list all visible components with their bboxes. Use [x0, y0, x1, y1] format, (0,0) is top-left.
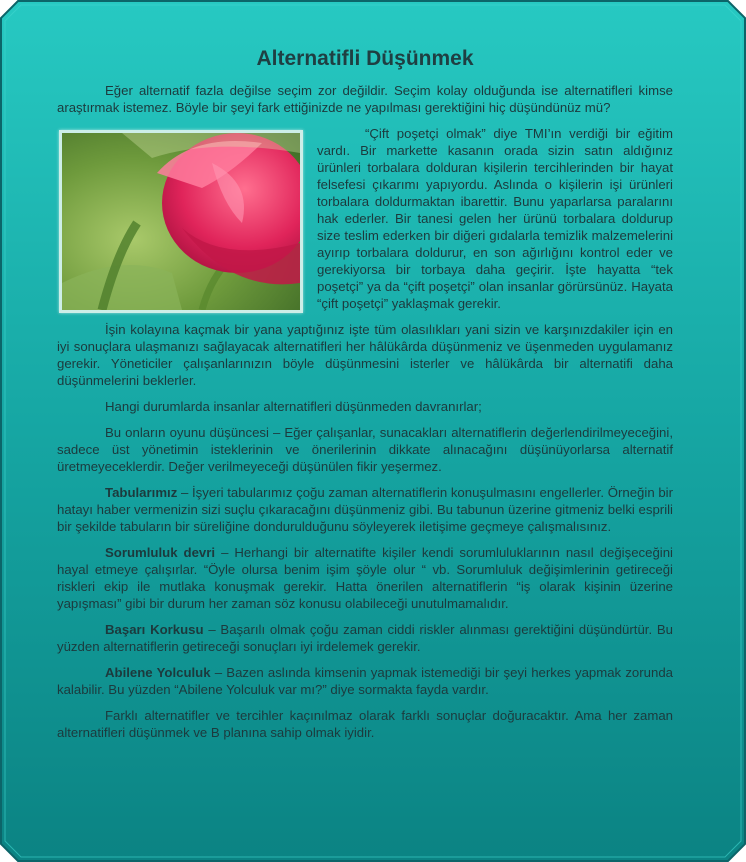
- paragraph-conclusion: Farklı alternatifler ve tercihler kaçınılmaz olarak farklı sonuçlar doğuracaktır. Ama her zaman alternatifleri düşünmek ve B planına sahip olmak iyidir.: [57, 708, 673, 740]
- paragraph-fear-of-success: Başarı Korkusu – Başarılı olmak çoğu zaman ciddi riskler alınması gerektiğini düşündürtür. Bu yüzden alternatiflerin getireceği sonuçları iyi irdelemek gerekir.: [57, 622, 673, 654]
- paragraph-responsibility: Sorumluluk devri – Herhangi bir alternatifte kişiler kendi sorumluluklarının nasıl değişeceğini hayal etmeye çalışırlar. “Öyle olursa benim işim şöyle olur “ vb. Sorumluluk değişimlerinin getireceği riskleri ekip ile mutlaka konuşmak gerekir. Hatta önerilen alternatiflerin “iş olarak kişinin üzerine yapışması” gibi bir durum her zaman söz konusu olabileceği unutulmamalıdır.: [57, 545, 673, 611]
- rose-photo: [59, 130, 303, 313]
- paragraph-abilene: Abilene Yolculuk – Bazen aslında kimsenin yapmak istemediği bir şeyi herkes yapmak zorunda kalabilir. Bu yüzden “Abilene Yolculuk var mı?” diye sormakta fayda vardır.: [57, 665, 673, 697]
- article: [57, 40, 673, 750]
- taboos-heading: Tabularımız: [105, 485, 178, 500]
- page-title: Alternatifli Düşünmek: [256, 47, 474, 70]
- rose-icon: [62, 133, 300, 310]
- paragraph-taboos: Tabularımız – İşyeri tabularımız çoğu zaman alternatiflerin konuşulmasını engellerler. Örneğin bir hatayı haber vermenizin sizi suçlu çıkaracağını düşünmeniz gibi. Bu tabunun üzerine gitmeniz belki esprili bir şekilde tabuların bir süreliğine dondurulduğunu söyleyerek iletişime geçmeye çalışmalısınız.: [57, 485, 673, 534]
- fear-heading: Başarı Korkusu: [105, 622, 204, 637]
- paragraph-intro: Eğer alternatif fazla değilse seçim zor değildir. Seçim kolay olduğunda ise alternatifleri kimse araştırmak istemez. Böyle bir şeyi fark ettiğinizde ne yapılması gerektiğini hiç düşündünüz mü?: [57, 83, 673, 115]
- abilene-heading: Abilene Yolculuk: [105, 665, 211, 680]
- paragraph-cift-posetci: “Çift poşetçi olmak” diye TMI’ın verdiği bir eğitim vardı. Bir markette kasanın orada sizin satın aldığınız ürünleri torbalara dolduran kişilerin tercihlerinden bir hayat felsefesi çıkarımı yapıyordu. Aslında o kişilerin işi ürünleri torbalara doldurmaktan ibarettir. Bunu yaparlarsa paralarını hak ederler. Bir tanesi gelen her ürünü torbalara doldurup size teslim ederken bir diğeri gıdalarla temizlik malzemelerini ayırıp torbalara doldurur, en son ağırlığını kontrol eder ve gerekiyorsa bir torbaya daha geçirir. İşte hayatta “tek poşetçi” ya da “çift poşetçi” olan insanlar görürsünüz. Hayata “çift poşetçi” yaklaşmak gerekir.: [317, 126, 673, 311]
- paragraph-game-thought: Bu onların oyunu düşüncesi – Eğer çalışanlar, sunacakları alternatiflerin değerlendirilmeyeceğini, sadece üst yönetimin isteklerinin ve önerilerinin dikkate alınacağını düşünüyorlarsa alternatif üretmeyeceklerdir. Değer verilmeyeceği düşünülen fikir yeşermez.: [57, 425, 673, 474]
- paragraph-alternatives: İşin kolayına kaçmak bir yana yaptığınız işte tüm olasılıkları yani sizin ve karşınızdakiler için en iyi sonuçlara ulaşmanızı sağlayacak alternatifleri her hâlükârda düşünmeniz ve üşenmeden uygulamanız gerekir. Yöneticiler çalışanlarınızın böyle düşünmesini isterler ve hâlükârda bir alternatifi daha düşünmelerini beklerler.: [57, 322, 673, 388]
- paragraph-question: Hangi durumlarda insanlar alternatifleri düşünmeden davranırlar;: [105, 399, 482, 414]
- responsibility-heading: Sorumluluk devri: [105, 545, 216, 560]
